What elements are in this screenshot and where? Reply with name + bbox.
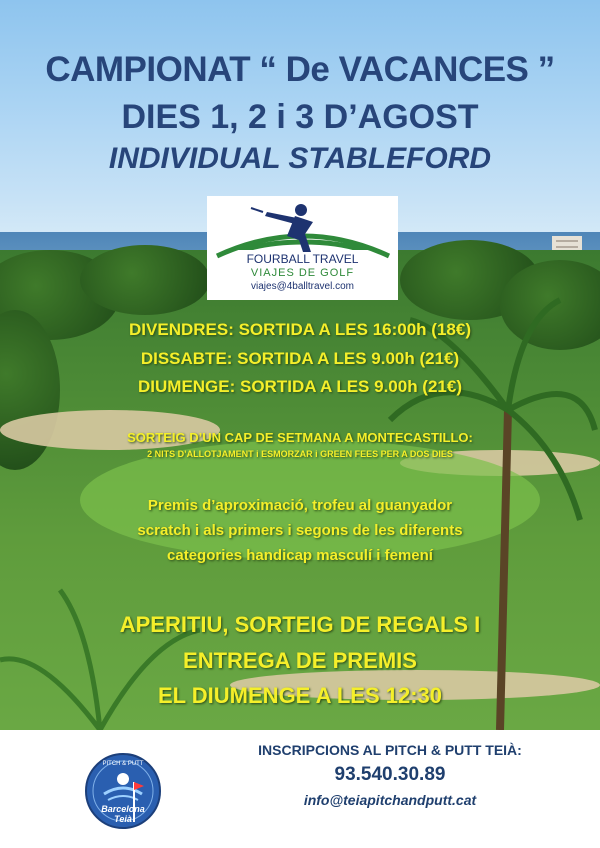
closing-line-1: APERITIU, SORTEIG DE REGALS I [119,612,481,637]
fourball-travel-logo [207,196,398,300]
schedule-sunday: DIUMENGE: SORTIDA A LES 9.00h (21€) [138,377,462,396]
closing-line-2: ENTREGA DE PREMIS [183,648,417,673]
logo-tagline: VIAJES DE GOLF [250,267,355,279]
badge-name-label: Teià [114,814,132,824]
logo-name: FOURBALL TRAVEL [246,252,359,266]
footer [0,730,600,848]
raffle-detail: 2 NITS D’ALLOTJAMENT i ESMORZAR i GREEN FEES PER A DOS DIES [147,449,453,459]
event-dates: DIES 1, 2 i 3 D’AGOST [121,98,479,136]
championship-title: CAMPIONAT “ De VACANCES ” [45,50,555,89]
prizes-line-1: Premis d’aproximació, trofeu al guanyador [147,497,453,514]
logo-email: viajes@4balltravel.com [251,281,354,292]
badge-top-label: PITCH & PUTT [102,761,144,767]
badge-city-label: Barcelona [101,804,145,814]
registration-email: info@teiapitchandputt.cat [303,792,477,808]
raffle-headline: SORTEIG D’UN CAP DE SETMANA A MONTECASTILLO: [127,430,473,445]
competition-format: INDIVIDUAL STABLEFORD [108,142,492,175]
schedule-friday: DIVENDRES: SORTIDA A LES 16:00h (18€) [129,320,471,339]
prizes-line-2: scratch i als primers i segons de les diferents [137,522,463,539]
schedule-saturday: DISSABTE: SORTIDA A LES 9.00h (21€) [140,349,460,368]
registration-phone: 93.540.30.89 [334,764,446,785]
registration-label: INSCRIPCIONS AL PITCH & PUTT TEIÀ: [258,742,522,758]
pitch-and-putt-teia-badge [84,752,162,830]
closing-line-3: EL DIUMENGE A LES 12:30 [157,683,443,708]
prizes-line-3: categories handicap masculí i femení [167,547,433,564]
